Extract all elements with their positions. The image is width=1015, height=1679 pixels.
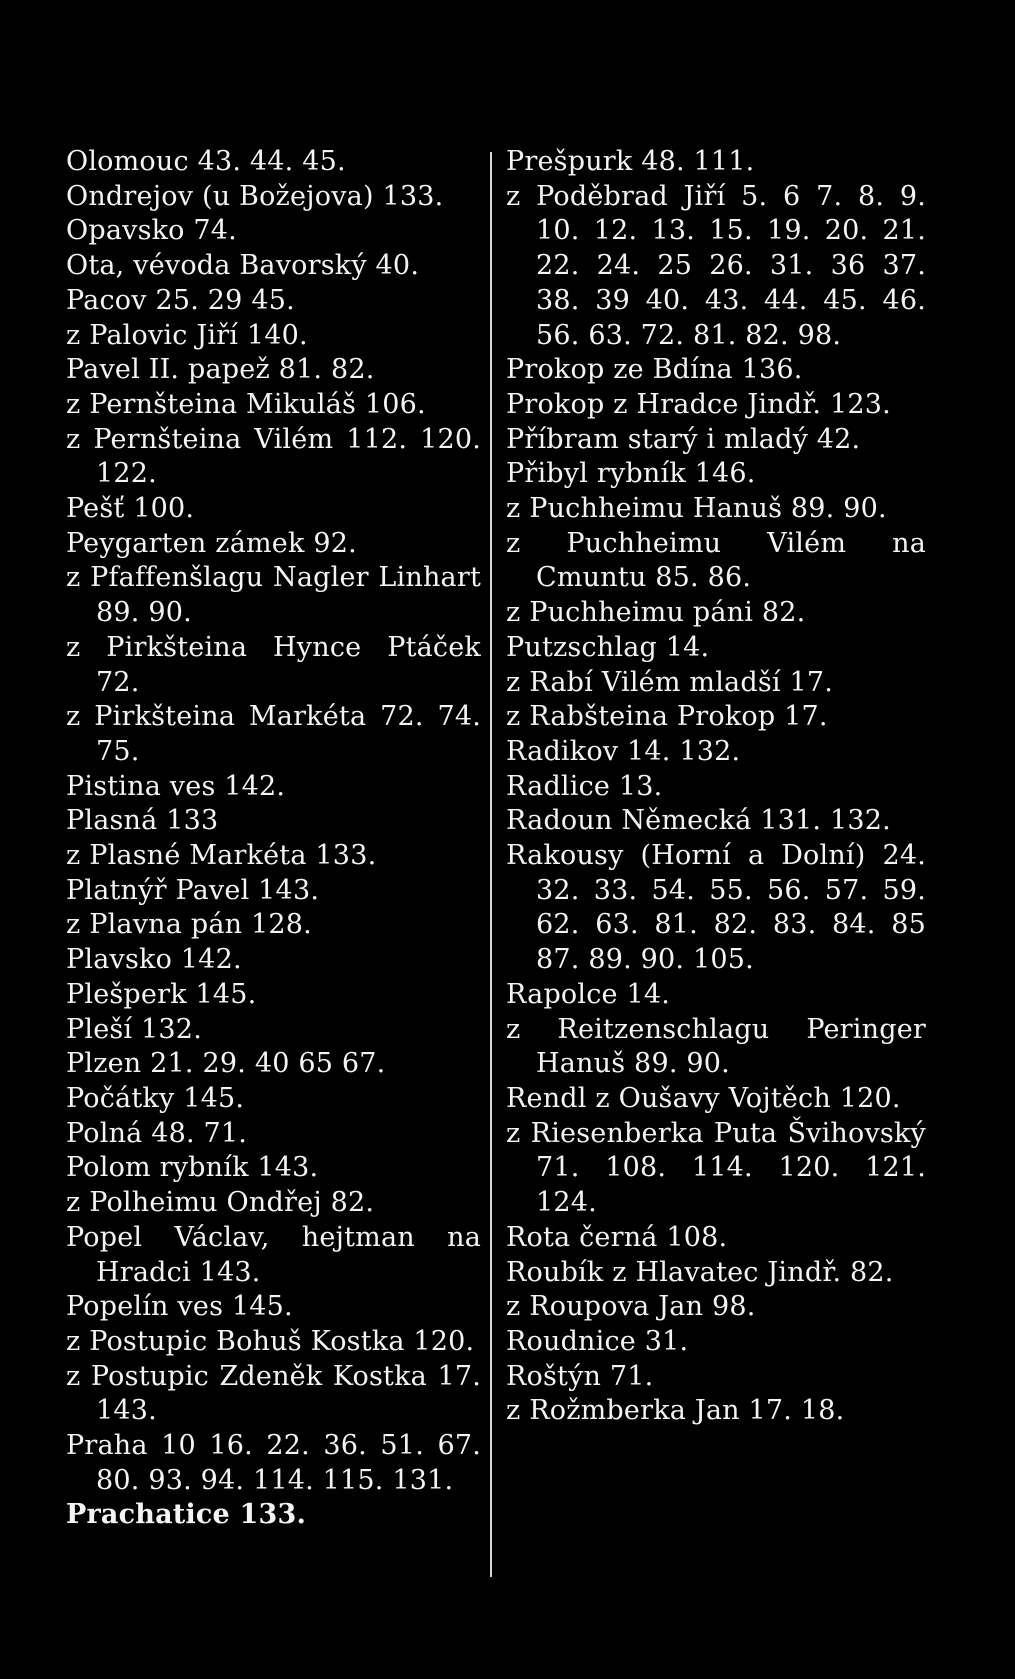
index-entry: z Pernšteina Mikuláš 106. bbox=[66, 388, 426, 420]
index-entry: Rendl z Oušavy Vojtěch 120. bbox=[506, 1082, 901, 1114]
index-entry: Praha 10 16. 22. 36. 51. 67. 80. 93. 94. 114. 115. 131. bbox=[66, 1430, 481, 1496]
index-entry: Roštýn 71. bbox=[506, 1360, 654, 1392]
index-entry: Příbram starý i mladý 42. bbox=[506, 423, 861, 455]
index-entry: Polná 48. 71. bbox=[66, 1117, 248, 1149]
index-entry: Ota, vévoda Bavorský 40. bbox=[66, 250, 420, 282]
index-entry: Roudnice 31. bbox=[506, 1325, 689, 1357]
right-index-column bbox=[506, 145, 926, 1429]
index-entry: z Pernšteina Vilém 112. 120. 122. bbox=[66, 423, 481, 490]
index-entry: z Puchheimu páni 82. bbox=[506, 597, 806, 629]
index-entry: Roubík z Hlavatec Jindř. 82. bbox=[506, 1256, 894, 1288]
column-divider bbox=[490, 152, 492, 1577]
index-entry: z Rabšteina Prokop 17. bbox=[506, 701, 828, 733]
index-entry: z Pirkšteina Hynce Ptáček 72. bbox=[66, 631, 481, 698]
index-entry: Plavsko 142. bbox=[66, 944, 242, 976]
index-entry: Olomouc 43. 44. 45. bbox=[66, 146, 346, 177]
index-entry: Plešperk 145. bbox=[66, 978, 257, 1010]
index-entry: z Pfaffenšlagu Nagler Linhart 89. 90. bbox=[66, 562, 481, 629]
index-entry: z Riesenberka Puta Švihovský 71. 108. 114. 120. 121. 124. bbox=[506, 1117, 926, 1219]
index-entry: Prešpurk 48. 111. bbox=[506, 146, 755, 177]
index-entry: Počátky 145. bbox=[66, 1082, 245, 1114]
index-entry: Pleší 132. bbox=[66, 1013, 202, 1045]
index-entry: Radlice 13. bbox=[506, 770, 663, 802]
index-entry: z Puchheimu Hanuš 89. 90. bbox=[506, 493, 887, 525]
index-entry: Radoun Německá 131. 132. bbox=[506, 805, 891, 837]
index-entry: Rota černá 108. bbox=[506, 1221, 728, 1253]
index-entry: z Polheimu Ondřej 82. bbox=[66, 1187, 375, 1219]
index-entry: z Plavna pán 128. bbox=[66, 909, 312, 941]
index-entry: Ondrejov (u Božejova) 133. bbox=[66, 180, 444, 212]
index-entry: Polom rybník 143. bbox=[66, 1152, 319, 1184]
index-entry: z Pirkšteina Markéta 72. 74. 75. bbox=[66, 701, 481, 767]
index-entry: Peygarten zámek 92. bbox=[66, 527, 357, 559]
index-entry: z Postupic Zdeněk Kostka 17. 143. bbox=[66, 1360, 481, 1427]
index-entry: Radikov 14. 132. bbox=[506, 735, 741, 767]
index-entry: Prokop z Hradce Jindř. 123. bbox=[506, 388, 891, 420]
index-entry: Prokop ze Bdína 136. bbox=[506, 354, 803, 386]
index-entry: Plzen 21. 29. 40 65 67. bbox=[66, 1048, 386, 1080]
index-entry: Prachatice 133. bbox=[66, 1499, 307, 1531]
index-entry: Platnýř Pavel 143. bbox=[66, 874, 320, 906]
index-entry: Přibyl rybník 146. bbox=[506, 458, 756, 490]
index-entry: Pavel II. papež 81. 82. bbox=[66, 354, 375, 386]
index-entry: z Reitzenschlagu Peringer Hanuš 89. 90. bbox=[506, 1013, 926, 1080]
index-entry: Popelín ves 145. bbox=[66, 1291, 293, 1323]
left-index-column bbox=[66, 145, 481, 1533]
index-entry: Rakousy (Horní a Dolní) 24. 32. 33. 54. 55. 56. 57. 59. 62. 63. 81. 82. 83. 84. 85 87. 89. 90. 105. bbox=[506, 840, 926, 976]
index-entry: Putzschlag 14. bbox=[506, 631, 710, 663]
index-entry: Rapolce 14. bbox=[506, 978, 671, 1010]
index-entry: z Roupova Jan 98. bbox=[506, 1291, 756, 1323]
index-entry: Plasná 133 bbox=[66, 805, 219, 837]
index-entry: z Rožmberka Jan 17. 18. bbox=[506, 1395, 845, 1427]
index-entry: Popel Václav, hejtman na Hradci 143. bbox=[66, 1221, 481, 1288]
index-entry: Opavsko 74. bbox=[66, 215, 237, 247]
index-entry: z Puchheimu Vilém na Cmuntu 85. 86. bbox=[506, 527, 926, 594]
index-entry: Pešť 100. bbox=[66, 493, 195, 525]
index-entry: z Plasné Markéta 133. bbox=[66, 840, 377, 872]
index-entry: Pistina ves 142. bbox=[66, 770, 286, 802]
index-entry: z Palovic Jiří 140. bbox=[66, 319, 308, 351]
index-entry: z Rabí Vilém mladší 17. bbox=[506, 666, 834, 698]
index-entry: Pacov 25. 29 45. bbox=[66, 284, 295, 316]
index-entry: z Postupic Bohuš Kostka 120. bbox=[66, 1325, 475, 1357]
index-entry: z Poděbrad Jiří 5. 6 7. 8. 9. 10. 12. 13. 15. 19. 20. 21. 22. 24. 25 26. 31. 36 37. 38. 39 40. 43. 44. 45. 46. 56. 63. 72. 81. 82. 98. bbox=[506, 180, 926, 351]
